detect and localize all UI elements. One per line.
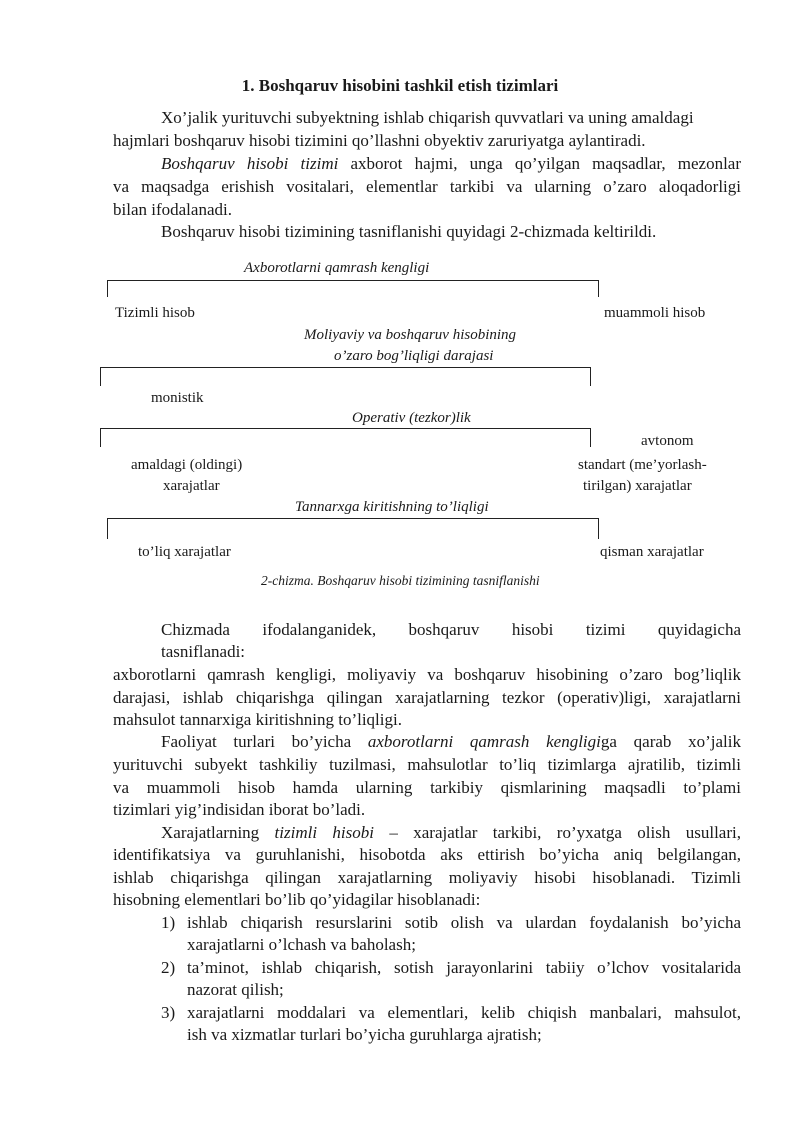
section-heading: 1. Boshqaruv hisobini tashkil etish tizimlari — [241, 76, 559, 95]
list-item-number: 1) — [161, 913, 176, 932]
axis1-title: Axborotlarni qamrash kengligi — [244, 260, 430, 276]
list-item-number: 3) — [161, 1003, 176, 1022]
axis3-right-label-line1: standart (me’yorlash- — [578, 457, 707, 473]
body-p5-line3: mahsulot tannarxiga kiritishning to’liqligi. — [113, 710, 402, 729]
axis2-right-label: avtonom — [641, 433, 694, 449]
body-p7-line1 — [161, 821, 741, 844]
axis4-bracket — [107, 518, 599, 539]
body-p6-line2: yurituvchi subyekt tashkiliy tuzilmasi, mahsulotlar to’liq tizimlarga ajratilib, tizimli — [113, 755, 741, 774]
body-p7-line4: hisobning elementlari bo’lib qo’yidagilar hisoblanadi: — [113, 890, 481, 909]
list-item-line2: nazorat qilish; — [187, 980, 284, 999]
axis2-bracket — [100, 367, 591, 386]
axis4-right-label: qisman xarajatlar — [600, 544, 704, 560]
axis1-left-label: Tizimli hisob — [115, 305, 195, 321]
term-tizimli-hisobi: tizimli hisobi — [274, 823, 374, 842]
list-item-line1: ishlab chiqarish resurslarini sotib olish va ulardan foydalanish bo’yicha — [187, 913, 741, 932]
axis1-bracket — [107, 280, 599, 297]
list-item-line2: ish va xizmatlar turlari bo’yicha guruhlarga ajratish; — [187, 1025, 542, 1044]
intro-p2-line3: bilan ifodalanadi. — [113, 200, 232, 219]
axis2-title-line1: Moliyaviy va boshqaruv hisobining — [304, 327, 517, 343]
body-p6-line1 — [161, 730, 741, 753]
intro-p2-line2: va maqsadga erishish vositalari, elementlar tarkibi va ularning o’zaro aloqadorligi — [113, 177, 741, 196]
axis3-bracket — [100, 428, 591, 447]
body-p6-line3: va muammoli hisob hamda ularning tarkibiy qismlarining maqsadli to’plami — [113, 778, 741, 797]
list-item-line1: ta’minot, ishlab chiqarish, sotish jarayonlarini tabiiy o’lchov vositalarida — [187, 958, 741, 977]
axis3-title: Operativ (tezkor)lik — [352, 410, 471, 426]
figure-caption: 2-chizma. Boshqaruv hisobi tizimining tasniflanishi — [261, 573, 540, 588]
intro-p2-line1-rest: axborot hajmi, unga qo’yilgan maqsadlar, mezonlar — [338, 154, 742, 173]
intro-p1-line2: hajmlari boshqaruv hisobi tizimini qo’llashni obyektiv zaruriyatga aylantiradi. — [113, 131, 646, 150]
intro-p3: Boshqaruv hisobi tizimining tasniflanishi quyidagi 2-chizmada keltirildi. — [161, 222, 657, 241]
body-p6-line4: tizimlari yig’indisidan iborat bo’ladi. — [113, 800, 366, 819]
axis1-right-label: muammoli hisob — [604, 305, 706, 321]
body-p7-line3: ishlab chiqarishga qilingan xarajatlarning moliyaviy hisobi hisoblanadi. Tizimli — [113, 868, 741, 887]
body-p4-line1: Chizmada ifodalanganidek, boshqaruv hisobi tizimi quyidagicha — [161, 620, 741, 639]
list-item-line1: xarajatlarni moddalari va elementlari, kelib chiqish manbalari, mahsulot, — [187, 1003, 741, 1022]
body-p7-line2: identifikatsiya va guruhlanishi, hisobotda aks ettirish bo’yicha aniq belgilangan, — [113, 845, 741, 864]
body-p5-line1: axborotlarni qamrash kengligi, moliyaviy va boshqaruv hisobining o’zaro bog’liqlik — [113, 665, 741, 684]
term-axborotlarni-qamrash-kengligi: axborotlarni qamrash kengligi — [367, 732, 601, 751]
term-boshqaruv-hisobi-tizimi: Boshqaruv hisobi tizimi — [161, 154, 339, 173]
body-p4-line2: tasniflanadi: — [161, 642, 246, 661]
axis2-left-label: monistik — [151, 390, 204, 406]
intro-p1-line1: Xo’jalik yurituvchi subyektning ishlab chiqarish quvvatlari va uning amaldagi — [161, 108, 694, 127]
axis3-right-label-line2: tirilgan) xarajatlar — [583, 478, 692, 494]
axis2-title-line2: o’zaro bog’liqligi darajasi — [334, 348, 494, 364]
body-p7-line1-a: Xarajatlarning — [161, 823, 275, 842]
axis3-left-label-line1: amaldagi (oldingi) — [131, 457, 243, 473]
body-p6-line1-a: Faoliyat turlari bo’yicha — [161, 732, 368, 751]
list-item-line2: xarajatlarni o’lchash va baholash; — [187, 935, 416, 954]
list-item-number: 2) — [161, 958, 176, 977]
axis4-left-label: to’liq xarajatlar — [138, 544, 231, 560]
body-p6-line1-b: ga qarab xo’jalik — [600, 732, 741, 751]
axis3-left-label-line2: xarajatlar — [163, 478, 220, 494]
intro-p2-line1 — [161, 152, 741, 175]
body-p5-line2: darajasi, ishlab chiqarishga qilingan xarajatlarning tezkor (operativ)ligi, xarajatlarni — [113, 688, 741, 707]
body-p7-line1-b: – xarajatlar tarkibi, ro’yxatga olish usullari, — [374, 823, 741, 842]
axis4-title: Tannarxga kiritishning to’liqligi — [295, 499, 489, 515]
